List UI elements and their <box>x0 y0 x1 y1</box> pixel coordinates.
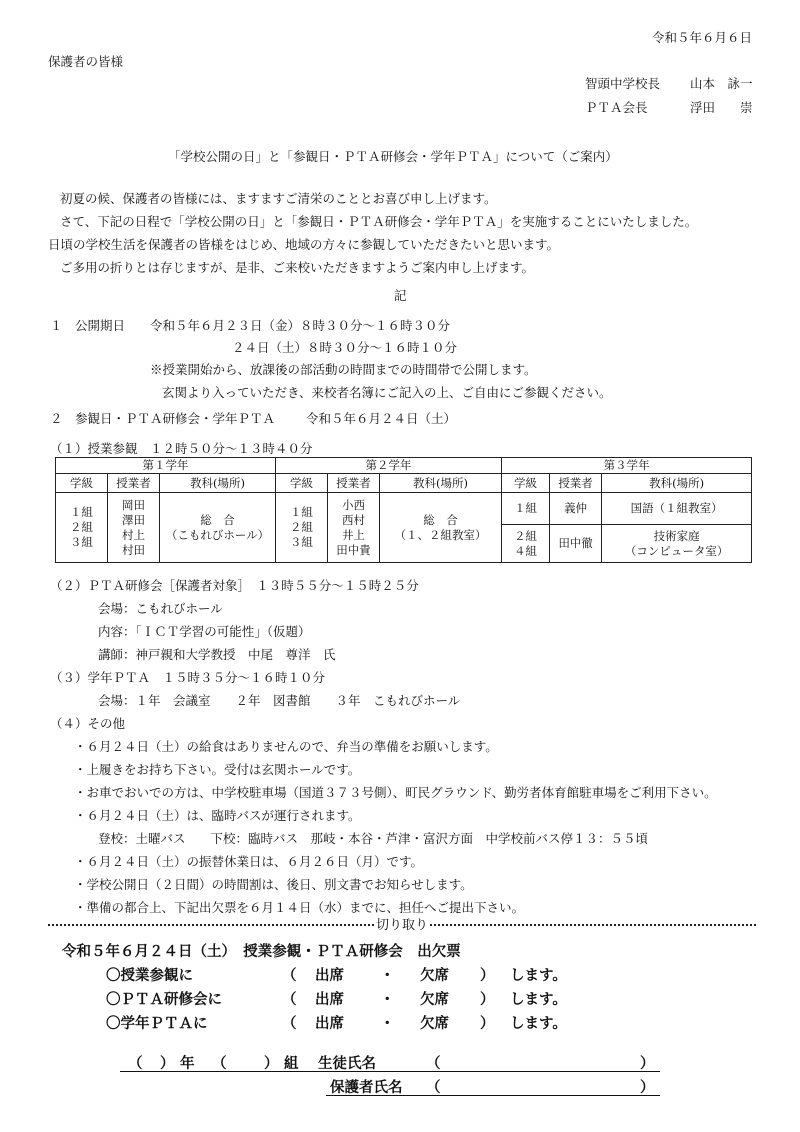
student-close: ） <box>640 1056 655 1072</box>
form-row-3-label: 〇学年ＰＴＡに <box>106 1016 208 1032</box>
form-row-2-attend[interactable]: 出席 <box>315 992 344 1008</box>
section1-note1: ※授業開始から、放課後の部活動の時間までの時間帯で公開します。 <box>150 362 537 377</box>
grade-pta-heading: （３）学年ＰＴＡ １５時３５分～１６時１０分 <box>50 670 326 685</box>
body-line-2: さて、下記の日程で「学校公開の日」と「参観日・ＰＴＡ研修会・学年ＰＴＡ」を実施することにいたしました。 <box>60 214 698 229</box>
document-date: 令和５年６月６日 <box>651 30 752 45</box>
col-class: 学級 <box>502 474 550 493</box>
form-row-3-close: ） <box>480 1016 495 1032</box>
form-title: 令和５年６月２４日（土） 授業参観・ＰＴＡ研修会 出欠票 <box>62 944 461 960</box>
class-label: 組 <box>284 1056 299 1072</box>
form-row-3-dot: ・ <box>380 1016 395 1032</box>
grade-open: （ <box>128 1056 143 1072</box>
cut-line-dots-right <box>430 924 756 926</box>
form-row-1-absent[interactable]: 欠席 <box>420 968 449 984</box>
student-line <box>120 1053 660 1072</box>
grade-1-header: 第１学年 <box>56 458 276 474</box>
other-item-1: ・６月２４日（土）の給食はありませんので、弁当の準備をお願いします。 <box>74 739 498 754</box>
form-row-1-open: （ <box>282 968 297 984</box>
col-class: 学級 <box>56 474 108 493</box>
g3-row2-teacher: 田中徹 <box>550 525 602 563</box>
col-subject: 教科(場所) <box>602 474 752 493</box>
section2-heading: ２ 参観日・ＰＴＡ研修会・学年ＰＴＡ <box>50 411 276 426</box>
grade-2-header: 第２学年 <box>276 458 502 474</box>
g2-teachers: 小西 西村 井上 田中貴 <box>328 493 380 563</box>
cut-line <box>48 914 756 932</box>
sender-principal-title: 智頭中学校長 <box>585 76 661 91</box>
sender-pta-name: 浮田 崇 <box>690 100 753 115</box>
col-subject: 教科(場所) <box>160 474 276 493</box>
form-row-2-close: ） <box>480 992 495 1008</box>
form-row-2-label: 〇ＰＴＡ研修会に <box>106 992 222 1008</box>
g3-row1-class: １組 <box>502 493 550 525</box>
pta-training-content: 内容：「ＩＣＴ学習の可能性」（仮題） <box>98 624 311 639</box>
grade-pta-venue: 会場：１年 会議室 ２年 図書館 ３年 こもれびホール <box>98 693 461 708</box>
g3-row2-classes: ２組 ４組 <box>502 525 550 563</box>
pta-training-heading: （２）ＰＴＡ研修会［保護者対象］ １３時５５分～１５時２５分 <box>50 578 419 593</box>
class-close: ） <box>264 1056 279 1072</box>
other-item-6: ・学校公開日（２日間）の時間割は、後日、別文書でお知らせします。 <box>74 877 473 892</box>
class-open: （ <box>212 1056 227 1072</box>
form-row-2-absent[interactable]: 欠席 <box>420 992 449 1008</box>
other-item-7: ・準備の都合上、下記出欠票を６月１４日（水）までに、担任へご提出下さい。 <box>74 900 525 915</box>
g1-teachers: 岡田 澤田 村上 村田 <box>108 493 160 563</box>
g3-row1-subject: 国語（１組教室） <box>602 493 752 525</box>
grade-label: 年 <box>180 1056 195 1072</box>
sender-pta-title: ＰＴＡ会長 <box>585 100 648 115</box>
col-teacher: 授業者 <box>328 474 380 493</box>
body-line-1: 初夏の候、保護者の皆様には、ますますご清栄のこととお喜び申し上げます。 <box>60 191 497 206</box>
class-visit-table <box>55 457 752 563</box>
form-row-1-attend[interactable]: 出席 <box>315 968 344 984</box>
pta-training-venue: 会場：こもれびホール <box>98 601 223 616</box>
form-row-1-label: 〇授業参観に <box>106 968 193 984</box>
grade-close: ） <box>160 1056 175 1072</box>
grade-3-header: 第３学年 <box>502 458 752 474</box>
section1-date1: 令和５年６月２３日（金）８時３０分～１６時３０分 <box>150 318 451 333</box>
sender-principal-name: 山本 詠一 <box>690 76 753 91</box>
col-subject: 教科(場所) <box>380 474 502 493</box>
body-line-4: ご多用の折りとは存じますが、是非、ご来校いただきますようご案内申し上げます。 <box>60 260 535 275</box>
other-item-4: ・６月２４日（土）は、臨時バスが運行されます。 <box>74 808 361 823</box>
section1-note2: 玄関より入っていただき、来校者名簿にご記入の上、ご自由にご参観ください。 <box>162 385 612 400</box>
cut-line-dots-left <box>48 924 374 926</box>
ki-mark: 記 <box>394 288 407 303</box>
addressee: 保護者の皆様 <box>48 54 124 69</box>
other-item-5: ・６月２４日（土）の振替休業日は、６月２６日（月）です。 <box>74 854 424 869</box>
form-row-3-tail: します。 <box>510 1016 567 1032</box>
form-row-3-absent[interactable]: 欠席 <box>420 1016 449 1032</box>
g1-subject: 総 合 （こもれびホール） <box>160 493 276 563</box>
col-class: 学級 <box>276 474 328 493</box>
pta-training-lecturer: 講師：神戸親和大学教授 中尾 尊洋 氏 <box>98 647 336 662</box>
other-item-2: ・上履きをお持ち下さい。受付は玄関ホールです。 <box>74 762 361 777</box>
student-open: （ <box>426 1056 441 1072</box>
g2-classes: １組 ２組 ３組 <box>276 493 328 563</box>
form-row-2-dot: ・ <box>380 992 395 1008</box>
form-row-3-attend[interactable]: 出席 <box>315 1016 344 1032</box>
g2-subject: 総 合 （１、２組教室） <box>380 493 502 563</box>
guardian-close: ） <box>640 1080 655 1096</box>
guardian-name-label: 保護者氏名 <box>330 1080 403 1096</box>
other-item-3: ・お車でおいでの方は、中学校駐車場（国道３７３号側）、町民グラウンド、勤労者体育館駐車場をご利用下さい。 <box>74 785 717 800</box>
form-row-1-dot: ・ <box>380 968 395 984</box>
section1-date2: ２４日（土）８時３０分～１６時１０分 <box>232 340 458 355</box>
form-row-2-tail: します。 <box>510 992 567 1008</box>
guardian-open: （ <box>426 1080 441 1096</box>
subject-title: 「学校公開の日」と「参観日・ＰＴＡ研修会・学年ＰＴＡ」について（ご案内） <box>168 149 618 164</box>
cut-line-label: 切り取り <box>376 917 429 933</box>
form-row-2-open: （ <box>282 992 297 1008</box>
body-line-3: 日頃の学校生活を保護者の皆様をはじめ、地域の方々に参観していただきたいと思います。 <box>48 237 560 252</box>
other-item-bus: 登校：土曜バス 下校：臨時バス 那岐・本谷・芦津・富沢方面 中学校前バス停１３：５５頃 <box>98 831 649 846</box>
form-row-1-tail: します。 <box>510 968 567 984</box>
section2-date: 令和５年６月２４日（土） <box>306 411 457 426</box>
g3-row2-subject: 技術家庭 （コンピュータ室） <box>602 525 752 563</box>
class-visit-heading: （１）授業参観 １２時５０分～１３時４０分 <box>50 441 313 456</box>
col-teacher: 授業者 <box>108 474 160 493</box>
col-teacher: 授業者 <box>550 474 602 493</box>
section1-heading: １ 公開期日 <box>50 318 126 333</box>
g3-row1-teacher: 義仲 <box>550 493 602 525</box>
form-row-3-open: （ <box>282 1016 297 1032</box>
student-name-label: 生徒氏名 <box>318 1056 376 1072</box>
g1-classes: １組 ２組 ３組 <box>56 493 108 563</box>
other-heading: （４）その他 <box>50 716 126 731</box>
form-row-1-close: ） <box>480 968 495 984</box>
